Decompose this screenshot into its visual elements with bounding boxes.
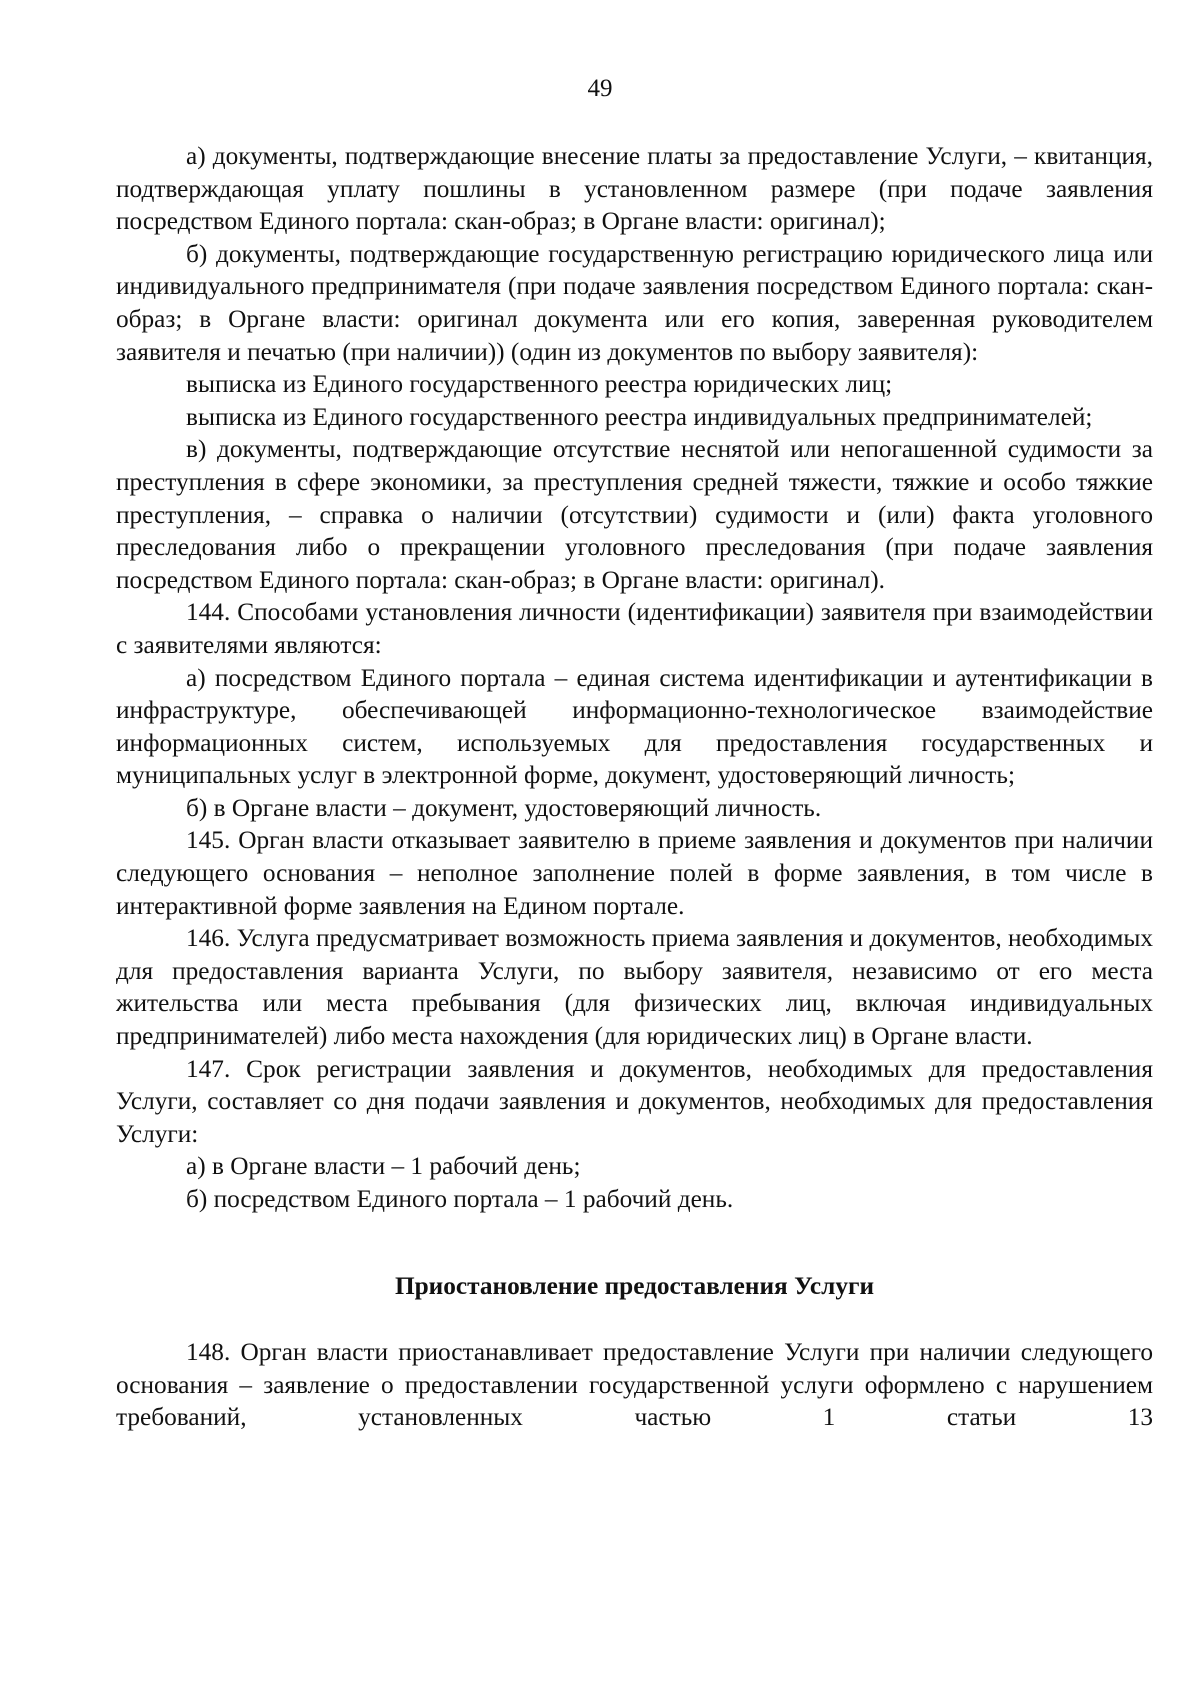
section-heading: Приостановление предоставления Услуги	[394, 1271, 875, 1300]
page-number: 49	[587, 75, 613, 102]
paragraph-registration-docs: б) документы, подтверждающие государственную регистрацию юридического лица или индивидуального предпринимателя (при подаче заявления посредством Единого портала: скан-образ; в Органе власти: оригинал документа или его копия, заверенная руководителем заявителя и печатью (при наличии)) (один из документов по выбору заявителя):	[116, 239, 1153, 366]
paragraph-144: 144. Способами установления личности (идентификации) заявителя при взаимодействии с заявителями являются:	[116, 598, 1153, 659]
paragraph-144-a: а) посредством Единого портала – единая система идентификации и аутентификации в инфраструктуре, обеспечивающей информационно-технологическое взаимодействие информационных систем, используемых для предоставления государственных и муниципальных услуг в электронной форме, документ, удостоверяющий личность;	[116, 663, 1153, 790]
paragraph-145: 145. Орган власти отказывает заявителю в приеме заявления и документов при наличии следующего основания – неполное заполнение полей в форме заявления, в том числе в интерактивной форме заявления на Едином портале.	[116, 826, 1153, 920]
document-body	[116, 140, 1153, 1434]
paragraph-147-b: б) посредством Единого портала – 1 рабочий день.	[186, 1185, 734, 1213]
paragraph-147-a: а) в Органе власти – 1 рабочий день;	[186, 1152, 581, 1181]
paragraph-egrip-extract: выписка из Единого государственного реестра индивидуальных предпринимателей;	[186, 402, 1093, 431]
paragraph-criminal-record-docs: в) документы, подтверждающие отсутствие неснятой или непогашенной судимости за преступления в сфере экономики, за преступления средней тяжести, тяжкие и особо тяжкие преступления, – справка о наличии (отсутствии) судимости и (или) факта уголовного преследования либо о прекращении уголовного преследования (при подаче заявления посредством Единого портала: скан-образ; в Органе власти: оригинал).	[116, 435, 1153, 594]
section-gap	[116, 1216, 1153, 1270]
heading-gap	[116, 1302, 1153, 1336]
paragraph-144-b: б) в Органе власти – документ, удостоверяющий личность.	[186, 793, 822, 822]
paragraph-egrul-extract: выписка из Единого государственного реестра юридических лиц;	[186, 370, 893, 399]
paragraph-147: 147. Срок регистрации заявления и документов, необходимых для предоставления Услуги, составляет со дня подачи заявления и документов, необходимых для предоставления Услуги:	[116, 1054, 1153, 1148]
paragraph-146: 146. Услуга предусматривает возможность приема заявления и документов, необходимых для предоставления варианта Услуги, по выбору заявителя, независимо от его места жительства или места пребывания (для физических лиц, включая индивидуальных предпринимателей) либо места нахождения (для юридических лиц) в Органе власти.	[116, 924, 1153, 1051]
paragraph-148: 148. Орган власти приостанавливает предоставление Услуги при наличии следующего основания – заявление о предоставлении государственной услуги оформлено с нарушением требований, установленных частью 1 статьи 13	[116, 1338, 1153, 1432]
paragraph-payment-docs: а) документы, подтверждающие внесение платы за предоставление Услуги, – квитанция, подтверждающая уплату пошлины в установленном размере (при подаче заявления посредством Единого портала: скан-образ; в Органе власти: оригинал);	[116, 142, 1153, 236]
